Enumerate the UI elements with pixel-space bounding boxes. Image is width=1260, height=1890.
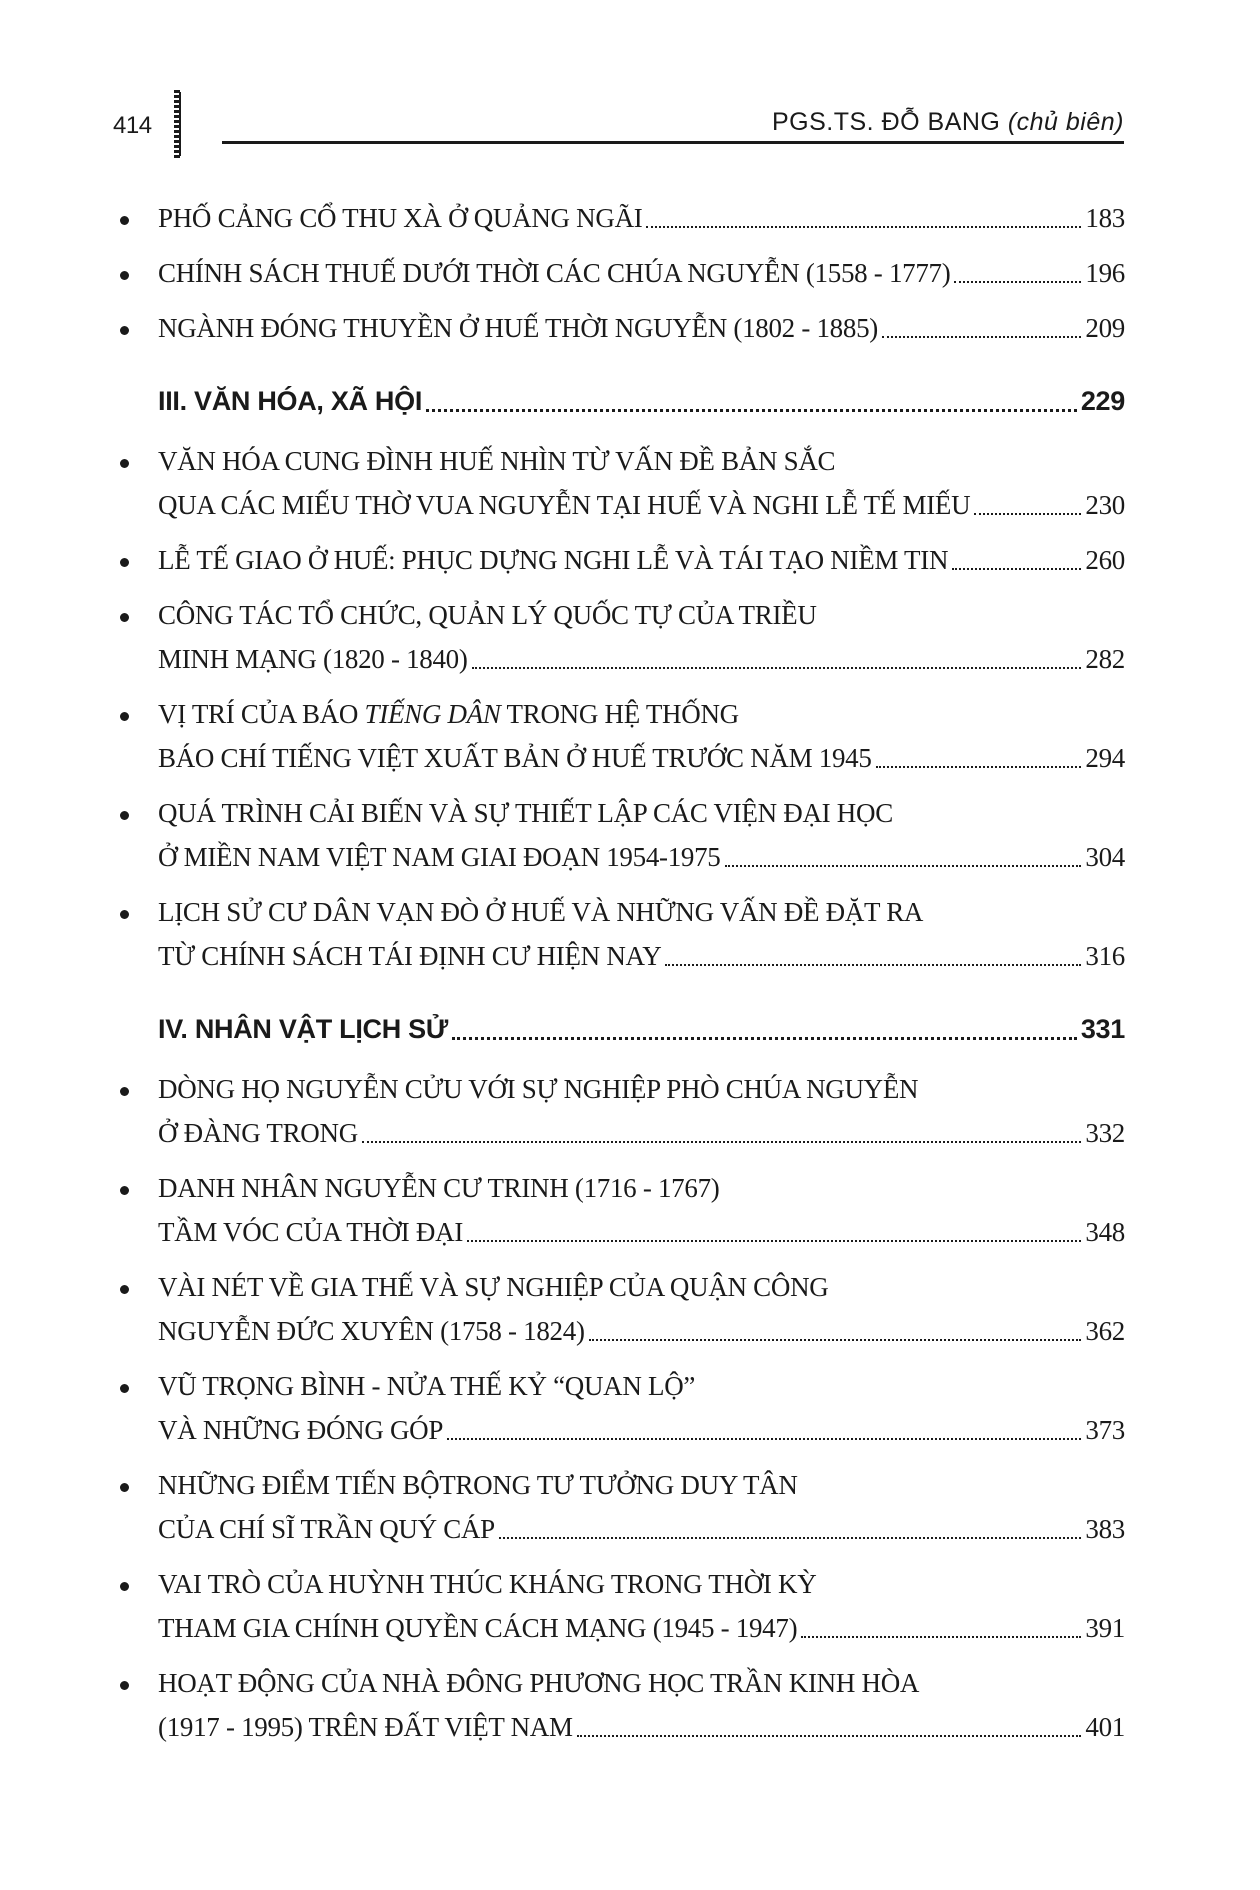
toc-entry[interactable] — [120, 696, 1125, 776]
entry-page: 230 — [1085, 490, 1125, 520]
entry-page: 304 — [1085, 842, 1125, 872]
bullet — [120, 712, 129, 721]
toc-entry[interactable] — [120, 255, 1125, 291]
dot-leader — [577, 1735, 1082, 1737]
entry-page: 196 — [1085, 258, 1125, 288]
toc-entry[interactable] — [120, 1368, 1125, 1448]
section-heading[interactable] — [158, 1011, 1125, 1047]
dot-leader — [876, 766, 1082, 768]
toc-entry[interactable] — [120, 1467, 1125, 1547]
entry-page: 373 — [1085, 1415, 1125, 1445]
bullet — [120, 1285, 129, 1294]
entry-title: PHỐ CẢNG CỔ THU XÀ Ở QUẢNG NGÃI — [158, 203, 643, 233]
entry-title-line: VAI TRÒ CỦA HUỲNH THÚC KHÁNG TRONG THỜI KỲ — [158, 1569, 817, 1599]
dot-leader — [472, 667, 1082, 669]
bullet — [120, 558, 129, 567]
dot-leader — [801, 1636, 1081, 1638]
running-head-author: PGS.TS. ĐỖ BANG — [772, 108, 1001, 136]
entry-title-line: VÀI NÉT VỀ GIA THẾ VÀ SỰ NGHIỆP CỦA QUẬN CÔNG — [158, 1272, 829, 1302]
bullet — [120, 1384, 129, 1393]
entry-title-line: TỪ CHÍNH SÁCH TÁI ĐỊNH CƯ HIỆN NAY — [158, 941, 662, 971]
entry-title: NGÀNH ĐÓNG THUYỀN Ở HUẾ THỜI NGUYỄN (1802 - 1885) — [158, 313, 878, 343]
bullet — [120, 910, 129, 919]
dot-leader — [954, 281, 1081, 283]
entry-title-line: CỦA CHÍ SĨ TRẦN QUÝ CÁP — [158, 1514, 495, 1544]
toc-entry[interactable] — [120, 200, 1125, 236]
entry-title-line: BÁO CHÍ TIẾNG VIỆT XUẤT BẢN Ở HUẾ TRƯỚC NĂM 1945 — [158, 743, 872, 773]
entry-title-line: HOẠT ĐỘNG CỦA NHÀ ĐÔNG PHƯƠNG HỌC TRẦN KINH HÒA — [158, 1668, 920, 1698]
running-head-role: (chủ biên) — [1007, 108, 1124, 136]
entry-page: 401 — [1085, 1712, 1125, 1742]
entry-title-line: (1917 - 1995) TRÊN ĐẤT VIỆT NAM — [158, 1712, 573, 1742]
entry-page: 332 — [1085, 1118, 1125, 1148]
dot-leader — [467, 1240, 1081, 1242]
entry-title-line: MINH MẠNG (1820 - 1840) — [158, 644, 468, 674]
entry-title-line: QUÁ TRÌNH CẢI BIẾN VÀ SỰ THIẾT LẬP CÁC VIỆN ĐẠI HỌC — [158, 798, 893, 828]
toc-entry[interactable] — [120, 310, 1125, 346]
entry-title-line: DÒNG HỌ NGUYỄN CỬU VỚI SỰ NGHIỆP PHÒ CHÚA NGUYỄN — [158, 1074, 919, 1104]
dot-leader — [362, 1141, 1081, 1143]
entry-page: 260 — [1085, 545, 1125, 575]
toc-entry[interactable] — [120, 542, 1125, 578]
running-head — [772, 108, 1124, 137]
dot-leader — [882, 336, 1081, 338]
bullet — [120, 1186, 129, 1195]
bullet — [120, 1087, 129, 1096]
entry-page: 282 — [1085, 644, 1125, 674]
page-header — [0, 0, 1260, 160]
entry-title-line: NGUYỄN ĐỨC XUYÊN (1758 - 1824) — [158, 1316, 585, 1346]
bullet — [120, 1483, 129, 1492]
dot-leader — [725, 865, 1082, 867]
entry-title-line: VÀ NHỮNG ĐÓNG GÓP — [158, 1415, 444, 1445]
entry-title-part: VỊ TRÍ CỦA BÁO — [158, 699, 365, 729]
entry-page: 183 — [1085, 203, 1125, 233]
dot-leader — [426, 409, 1077, 412]
page-number: 414 — [113, 112, 152, 139]
entry-title-line: CÔNG TÁC TỔ CHỨC, QUẢN LÝ QUỐC TỰ CỦA TRIỀU — [158, 600, 817, 630]
bullet — [120, 326, 129, 335]
entry-page: 294 — [1085, 743, 1125, 773]
entry-title-line — [158, 699, 739, 729]
entry-title-line: DANH NHÂN NGUYỄN CƯ TRINH (1716 - 1767) — [158, 1173, 720, 1203]
dot-leader — [952, 568, 1081, 570]
bullet — [120, 459, 129, 468]
bullet — [120, 613, 129, 622]
entry-title-line: LỊCH SỬ CƯ DÂN VẠN ĐÒ Ở HUẾ VÀ NHỮNG VẤN ĐỀ ĐẶT RA — [158, 897, 924, 927]
section-title: IV. NHÂN VẬT LỊCH SỬ — [158, 1014, 448, 1044]
entry-title-line: THAM GIA CHÍNH QUYỀN CÁCH MẠNG (1945 - 1947) — [158, 1613, 798, 1643]
section-page: 229 — [1080, 386, 1125, 416]
dot-leader — [499, 1537, 1081, 1539]
dot-leader — [646, 226, 1081, 228]
entry-title-line: VŨ TRỌNG BÌNH - NỬA THẾ KỶ “QUAN LỘ” — [158, 1371, 696, 1401]
section-heading[interactable] — [158, 383, 1125, 419]
entry-page: 209 — [1085, 313, 1125, 343]
entry-page: 348 — [1085, 1217, 1125, 1247]
dot-leader — [589, 1339, 1082, 1341]
entry-title-part: TRONG HỆ THỐNG — [500, 699, 739, 729]
entry-page: 383 — [1085, 1514, 1125, 1544]
header-rule — [222, 141, 1124, 144]
entry-page: 391 — [1085, 1613, 1125, 1643]
toc-entry[interactable] — [120, 597, 1125, 677]
section-page: 331 — [1080, 1014, 1125, 1044]
header-divider-line — [179, 92, 181, 156]
toc-entry[interactable] — [120, 443, 1125, 523]
dot-leader — [452, 1037, 1077, 1040]
entry-title-line: QUA CÁC MIẾU THỜ VUA NGUYỄN TẠI HUẾ VÀ NGHI LỄ TẾ MIẾU — [158, 490, 971, 520]
dot-leader — [665, 964, 1081, 966]
dot-leader — [974, 513, 1081, 515]
entry-title: CHÍNH SÁCH THUẾ DƯỚI THỜI CÁC CHÚA NGUYỄN (1558 - 1777) — [158, 258, 951, 288]
entry-title: LỄ TẾ GIAO Ở HUẾ: PHỤC DỰNG NGHI LỄ VÀ TÁI TẠO NIỀM TIN — [158, 545, 949, 575]
entry-page: 362 — [1085, 1316, 1125, 1346]
toc-entry[interactable] — [120, 894, 1125, 974]
dot-leader — [447, 1438, 1081, 1440]
section-title: III. VĂN HÓA, XÃ HỘI — [158, 386, 423, 416]
bullet — [120, 1681, 129, 1690]
bullet — [120, 271, 129, 280]
toc-entry[interactable] — [120, 1170, 1125, 1250]
entry-page: 316 — [1085, 941, 1125, 971]
toc-entry[interactable] — [120, 1071, 1125, 1151]
bullet — [120, 216, 129, 225]
bullet — [120, 1582, 129, 1591]
entry-title-line: VĂN HÓA CUNG ĐÌNH HUẾ NHÌN TỪ VẤN ĐỀ BẢN SẮC — [158, 446, 836, 476]
toc-entry[interactable] — [120, 1269, 1125, 1349]
entry-title-line: NHỮNG ĐIỂM TIẾN BỘTRONG TƯ TƯỞNG DUY TÂN — [158, 1470, 798, 1500]
toc-entry[interactable] — [120, 1566, 1125, 1646]
newspaper-name: TIẾNG DÂN — [364, 699, 501, 729]
toc-entry[interactable] — [120, 1665, 1125, 1745]
toc-entry[interactable] — [120, 795, 1125, 875]
bullet — [120, 811, 129, 820]
entry-title-line: Ở ĐÀNG TRONG — [158, 1118, 358, 1148]
entry-title-line: TẦM VÓC CỦA THỜI ĐẠI — [158, 1217, 464, 1247]
entry-title-line: Ở MIỀN NAM VIỆT NAM GIAI ĐOẠN 1954-1975 — [158, 842, 721, 872]
